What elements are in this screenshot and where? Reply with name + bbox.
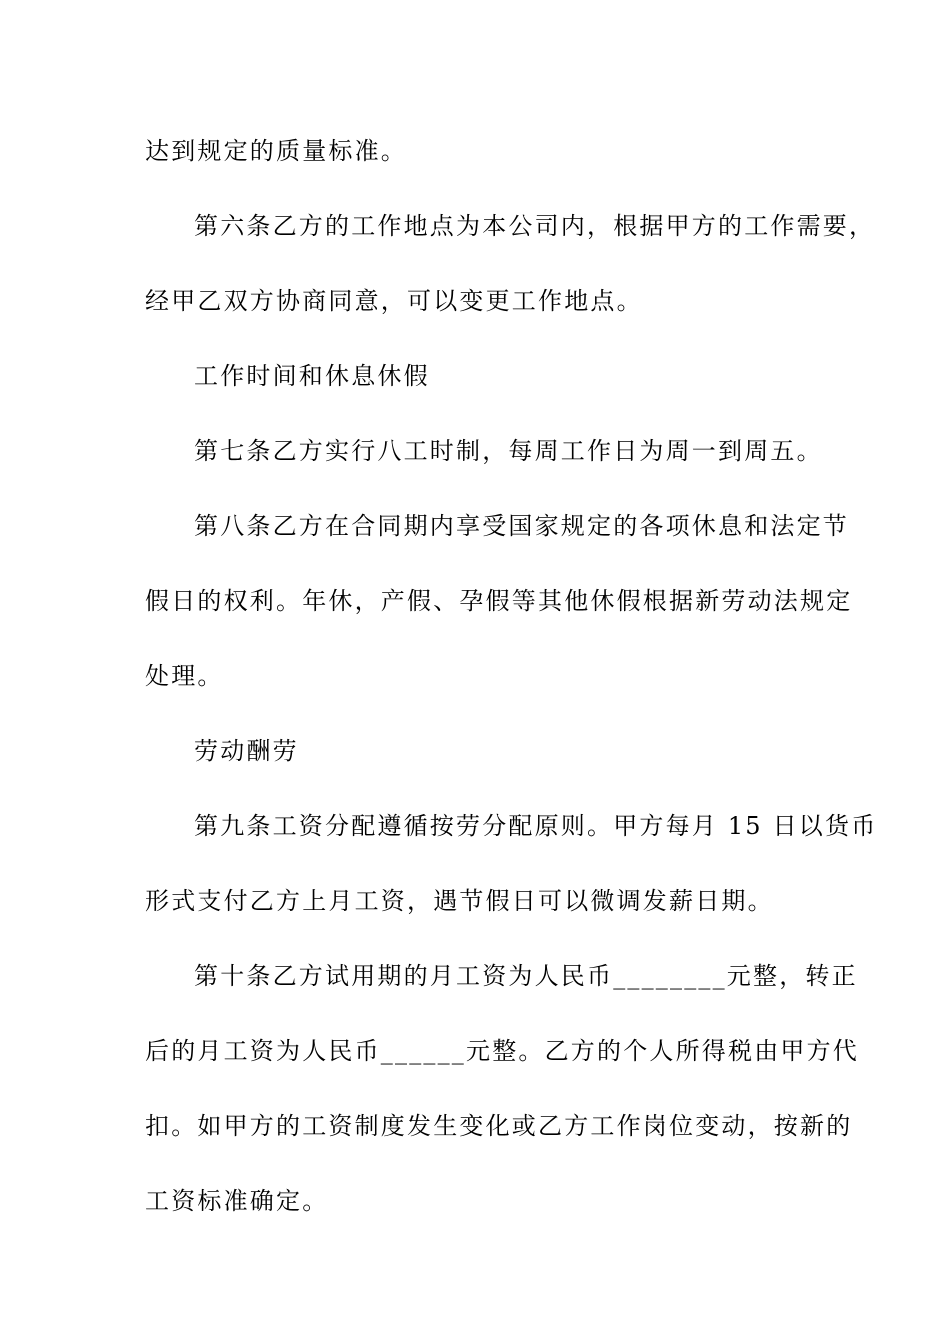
text-line: 第九条工资分配遵循按劳分配原则。甲方每月 15 日以货币	[194, 812, 878, 840]
text-line: 达到规定的质量标准。	[145, 137, 407, 165]
text-line: 经甲乙双方协商同意，可以变更工作地点。	[145, 287, 643, 315]
text-line: 第十条乙方试用期的月工资为人民币________元整，转正	[194, 962, 858, 990]
text-line: 扣。如甲方的工资制度发生变化或乙方工作岗位变动，按新的	[145, 1112, 853, 1140]
text-line: 假日的权利。年休，产假、孕假等其他休假根据新劳动法规定	[145, 587, 853, 615]
text-line: 处理。	[145, 662, 224, 690]
text-line: 后的月工资为人民币______元整。乙方的个人所得税由甲方代	[145, 1037, 859, 1065]
text-line: 形式支付乙方上月工资，遇节假日可以微调发薪日期。	[145, 887, 774, 915]
text-line: 第七条乙方实行八工时制，每周工作日为周一到周五。	[194, 437, 823, 465]
text-line: 第八条乙方在合同期内享受国家规定的各项休息和法定节	[194, 512, 849, 540]
text-line: 工资标准确定。	[145, 1187, 329, 1215]
text-line: 第六条乙方的工作地点为本公司内，根据甲方的工作需要，	[194, 212, 876, 240]
section-heading: 工作时间和休息休假	[194, 362, 430, 390]
section-heading: 劳动酬劳	[194, 737, 299, 765]
